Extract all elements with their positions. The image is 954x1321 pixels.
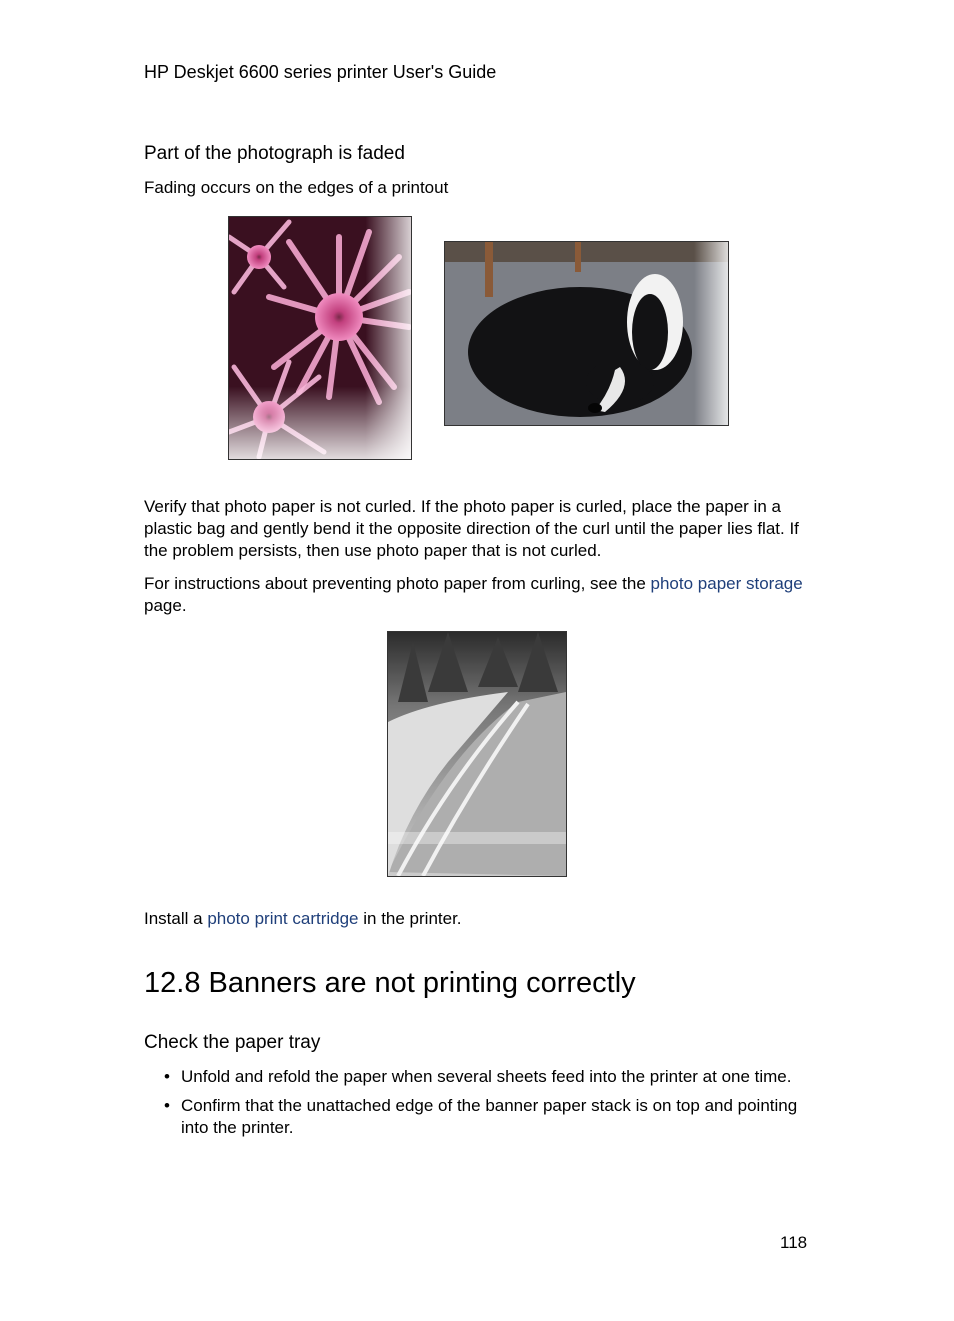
bullet-icon: • — [164, 1096, 170, 1115]
list-item — [164, 1066, 814, 1088]
section-heading-banners: 12.8 Banners are not printing correctly — [144, 967, 636, 999]
list-item-text: Unfold and refold the paper when several sheets feed into the printer at one time. — [181, 1067, 792, 1086]
banner-tips-list — [164, 1066, 814, 1146]
section-heading-faded: Part of the photograph is faded — [144, 143, 405, 164]
photo-paper-storage-link[interactable]: photo paper storage — [650, 574, 803, 593]
list-item — [164, 1095, 814, 1139]
document-header: HP Deskjet 6600 series printer User's Guide — [144, 62, 497, 82]
subheading-check-paper-tray: Check the paper tray — [144, 1032, 321, 1053]
snow-path-photo-image — [387, 631, 567, 877]
paragraph-text: page. — [144, 596, 187, 615]
paragraph-text: For instructions about preventing photo paper from curling, see the — [144, 574, 651, 593]
paragraph-install-cartridge — [144, 908, 814, 930]
paragraph-text: Install a — [144, 909, 208, 928]
photo-print-cartridge-link[interactable]: photo print cartridge — [207, 909, 359, 928]
subheading-fading-edges: Fading occurs on the edges of a printout — [144, 178, 449, 197]
paragraph-storage-instructions — [144, 573, 814, 617]
dog-photo-image — [444, 241, 729, 426]
bullet-icon: • — [164, 1067, 170, 1086]
paragraph-verify-curl: Verify that photo paper is not curled. If the photo paper is curled, place the paper in a plastic bag and gently bend it the opposite direction of the curl until the paper lies flat. If the problem persists, then use photo paper that is not curled. — [144, 497, 799, 560]
paragraph-text: in the printer. — [358, 909, 462, 928]
page-number: 118 — [780, 1233, 808, 1252]
list-item-text: Confirm that the unattached edge of the banner paper stack is on top and pointing into the printer. — [181, 1096, 798, 1137]
flower-photo-image — [228, 216, 412, 460]
